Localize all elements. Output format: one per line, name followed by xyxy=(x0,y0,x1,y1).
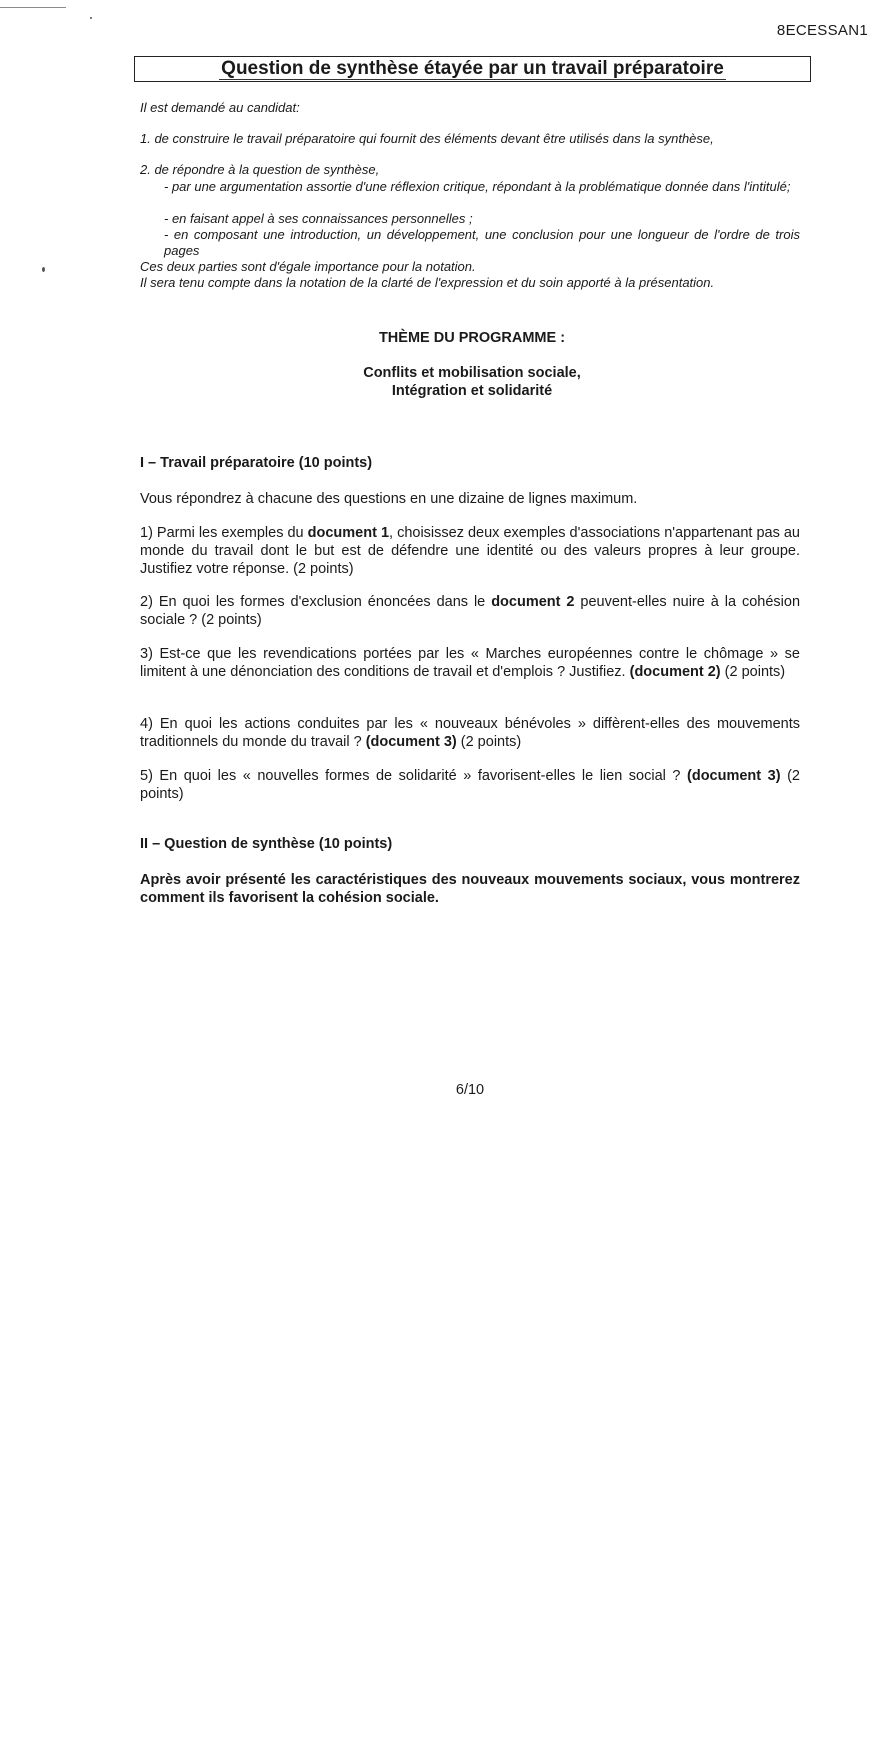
instructions-bullet: - par une argumentation assortie d'une réflexion critique, répondant à la problématique donnée dans l'intitulé; xyxy=(164,179,791,194)
synthesis-question: Après avoir présenté les caractéristiques des nouveaux mouvements sociaux, vous montrerez comment ils favorisent la cohésion sociale. xyxy=(140,872,800,906)
question-3 xyxy=(140,645,800,681)
question-1-document-ref: document 1 xyxy=(307,525,390,541)
question-5 xyxy=(140,767,800,803)
theme-line-2: Intégration et solidarité xyxy=(391,383,553,399)
theme-label: THÈME DU PROGRAMME : xyxy=(378,330,566,346)
instructions-note: Ces deux parties sont d'égale importance pour la notation. xyxy=(140,259,476,274)
page-number: 6/10 xyxy=(455,1082,485,1098)
question-5-text: 5) En quoi les « nouvelles formes de solidarité » favorisent-elles le lien social ? xyxy=(140,768,688,784)
question-2 xyxy=(140,593,800,629)
question-2-text-end: peuvent-elles nuire à la cohésion sociale ? (2 points) xyxy=(140,594,801,628)
question-3-document-ref: (document 2) xyxy=(629,664,721,680)
theme-line-1: Conflits et mobilisation sociale, xyxy=(363,365,581,381)
instructions-note: Il sera tenu compte dans la notation de la clarté de l'expression et du soin apporté à la présentation. xyxy=(140,275,715,290)
title-underline xyxy=(219,79,726,80)
exam-code: 8ECESSAN1 xyxy=(776,22,868,39)
question-5-text-end: (2 points) xyxy=(140,768,800,802)
part1-heading: I – Travail préparatoire (10 points) xyxy=(140,455,373,471)
question-3-text: 3) Est-ce que les revendications portées par les « Marches européennes contre le chômage » se limitent à une dénonciation des conditions de travail et d'emplois ? Justifiez. xyxy=(140,646,800,680)
scan-speck xyxy=(42,267,45,272)
instructions-bullet: - en faisant appel à ses connaissances personnelles ; xyxy=(164,211,473,226)
part1-intro: Vous répondrez à chacune des questions en une dizaine de lignes maximum. xyxy=(140,491,638,507)
question-1-text: 1) Parmi les exemples du xyxy=(140,525,308,541)
instructions-bullet: - en composant une introduction, un développement, une conclusion pour une longueur de l'ordre de trois pages xyxy=(164,227,800,258)
question-4-text: 4) En quoi les actions conduites par les « nouveaux bénévoles » diffèrent-elles des mouvements traditionnels du monde du travail ? xyxy=(140,716,800,750)
question-5-document-ref: (document 3) xyxy=(687,768,781,784)
instructions-step-2: 2. de répondre à la question de synthèse, xyxy=(140,162,380,177)
question-4 xyxy=(140,715,800,751)
question-2-text: 2) En quoi les formes d'exclusion énoncées dans le xyxy=(140,594,492,610)
instructions-step-1: 1. de construire le travail préparatoire qui fournit des éléments devant être utilisés dans la synthèse, xyxy=(140,131,714,146)
scan-mark-line xyxy=(0,7,66,8)
question-4-text-end: (2 points) xyxy=(456,734,522,750)
page-title: Question de synthèse étayée par un travail préparatoire xyxy=(221,58,724,79)
question-3-text-end: (2 points) xyxy=(720,664,786,680)
question-1-text-end: , choisissez deux exemples d'associations n'appartenant pas au monde du travail dont le but est de défendre une identité ou des valeurs propres à leur groupe. Justifiez votre réponse. (2 points) xyxy=(140,525,801,577)
scan-speck xyxy=(90,17,92,19)
part2-heading: II – Question de synthèse (10 points) xyxy=(140,836,393,852)
question-1 xyxy=(140,524,800,578)
instructions-intro: Il est demandé au candidat: xyxy=(140,100,300,115)
question-2-document-ref: document 2 xyxy=(491,594,575,610)
question-4-document-ref: (document 3) xyxy=(365,734,457,750)
page-title-box xyxy=(134,56,811,82)
